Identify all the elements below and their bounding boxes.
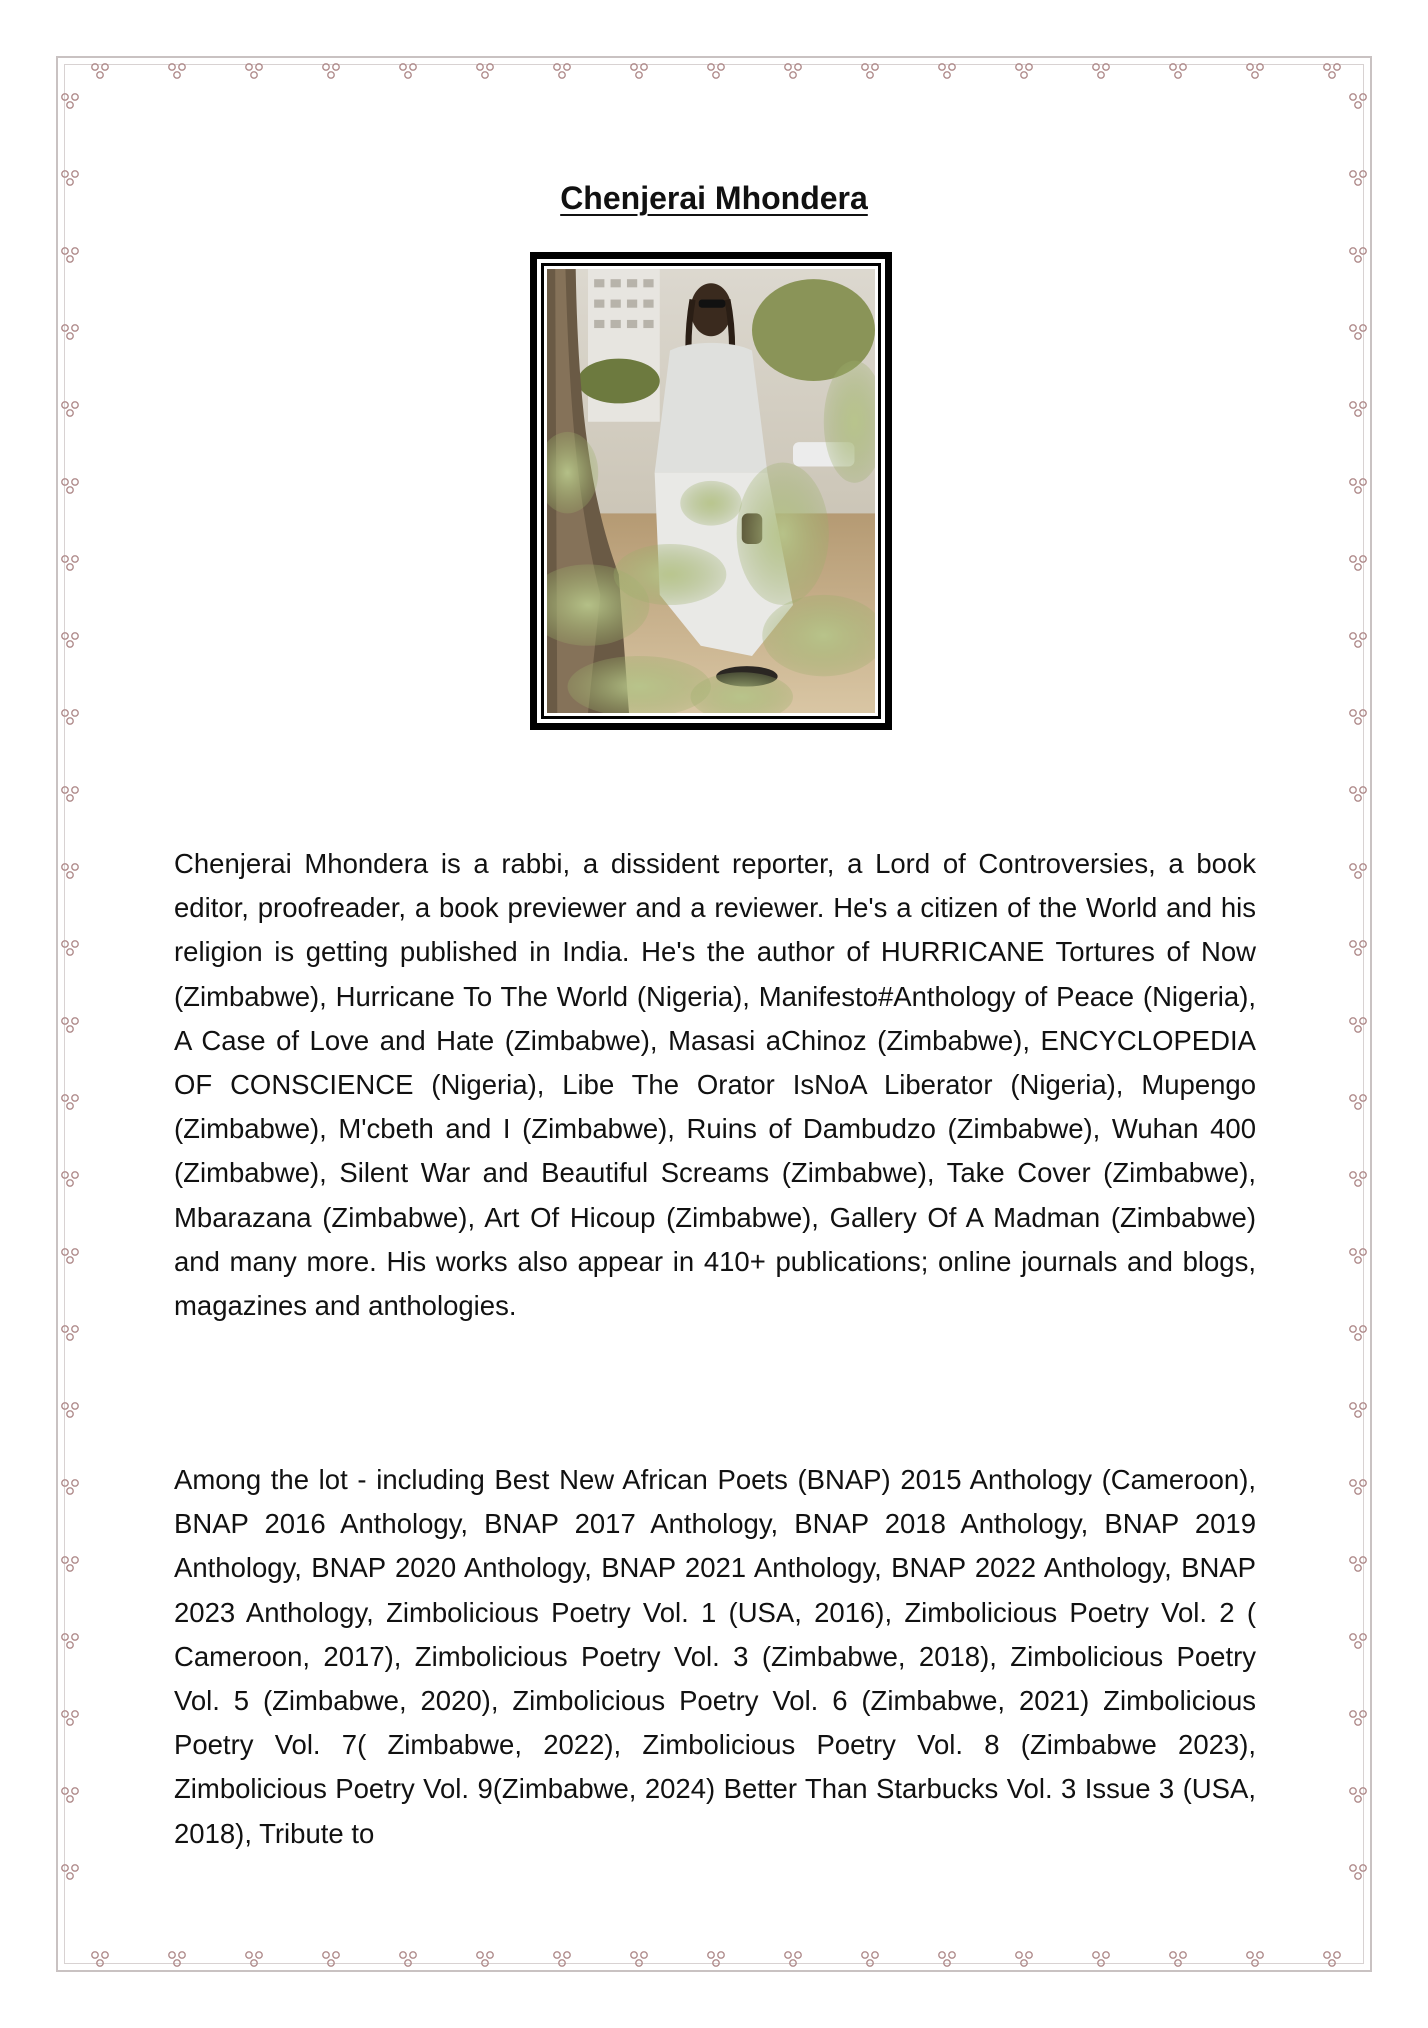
page-title: Chenjerai Mhondera [560,180,868,216]
portrait-frame [530,252,892,730]
portrait-inner-line [541,263,881,719]
bio-paragraph-2: Among the lot - including Best New African Poets (BNAP) 2015 Anthology (Cameroon), BNAP 2016 Anthology, BNAP 2017 Anthology, BNAP 2018 Anthology, BNAP 2019 Anthology, BNAP 2020 Anthology, BNAP 2021 Anthology, BNAP 2022 Anthology, BNAP 2023 Anthology, Zimbolicious Poetry Vol. 1 (USA, 2016), Zimbolicious Poetry Vol. 2 ( Cameroon, 2017), Zimbolicious Poetry Vol. 3 (Zimbabwe, 2018), Zimbolicious Poetry Vol. 5 (Zimbabwe, 2020), Zimbolicious Poetry Vol. 6 (Zimbabwe, 2021) Zimbolicious Poetry Vol. 7( Zimbabwe, 2022), Zimbolicious Poetry Vol. 8 (Zimbabwe 2023), Zimbolicious Poetry Vol. 9(Zimbabwe, 2024) Better Than Starbucks Vol. 3 Issue 3 (USA, 2018), Tribute to [174,1464,1256,1849]
bio-paragraph-1: Chenjerai Mhondera is a rabbi, a dissident reporter, a Lord of Controversies, a book editor, proofreader, a book previewer and a reviewer. He's a citizen of the World and his religion is getting published in India. He's the author of HURRICANE Tortures of Now (Zimbabwe), Hurricane To The World (Nigeria), Manifesto#Anthology of Peace (Nigeria), A Case of Love and Hate (Zimbabwe), Masasi aChinoz (Zimbabwe), ENCYCLOPEDIA OF CONSCIENCE (Nigeria), Libe The Orator IsNoA Liberator (Nigeria), Mupengo (Zimbabwe), M'cbeth and I (Zimbabwe), Ruins of Dambudzo (Zimbabwe), Wuhan 400 (Zimbabwe), Silent War and Beautiful Screams (Zimbabwe), Take Cover (Zimbabwe), Mbarazana (Zimbabwe), Art Of Hicoup (Zimbabwe), Gallery Of A Madman (Zimbabwe) and many more. His works also appear in 410+ publications; online journals and blogs, magazines and anthologies. [174,848,1256,1322]
portrait-mat [537,259,885,723]
portrait-photo-icon [547,269,875,713]
